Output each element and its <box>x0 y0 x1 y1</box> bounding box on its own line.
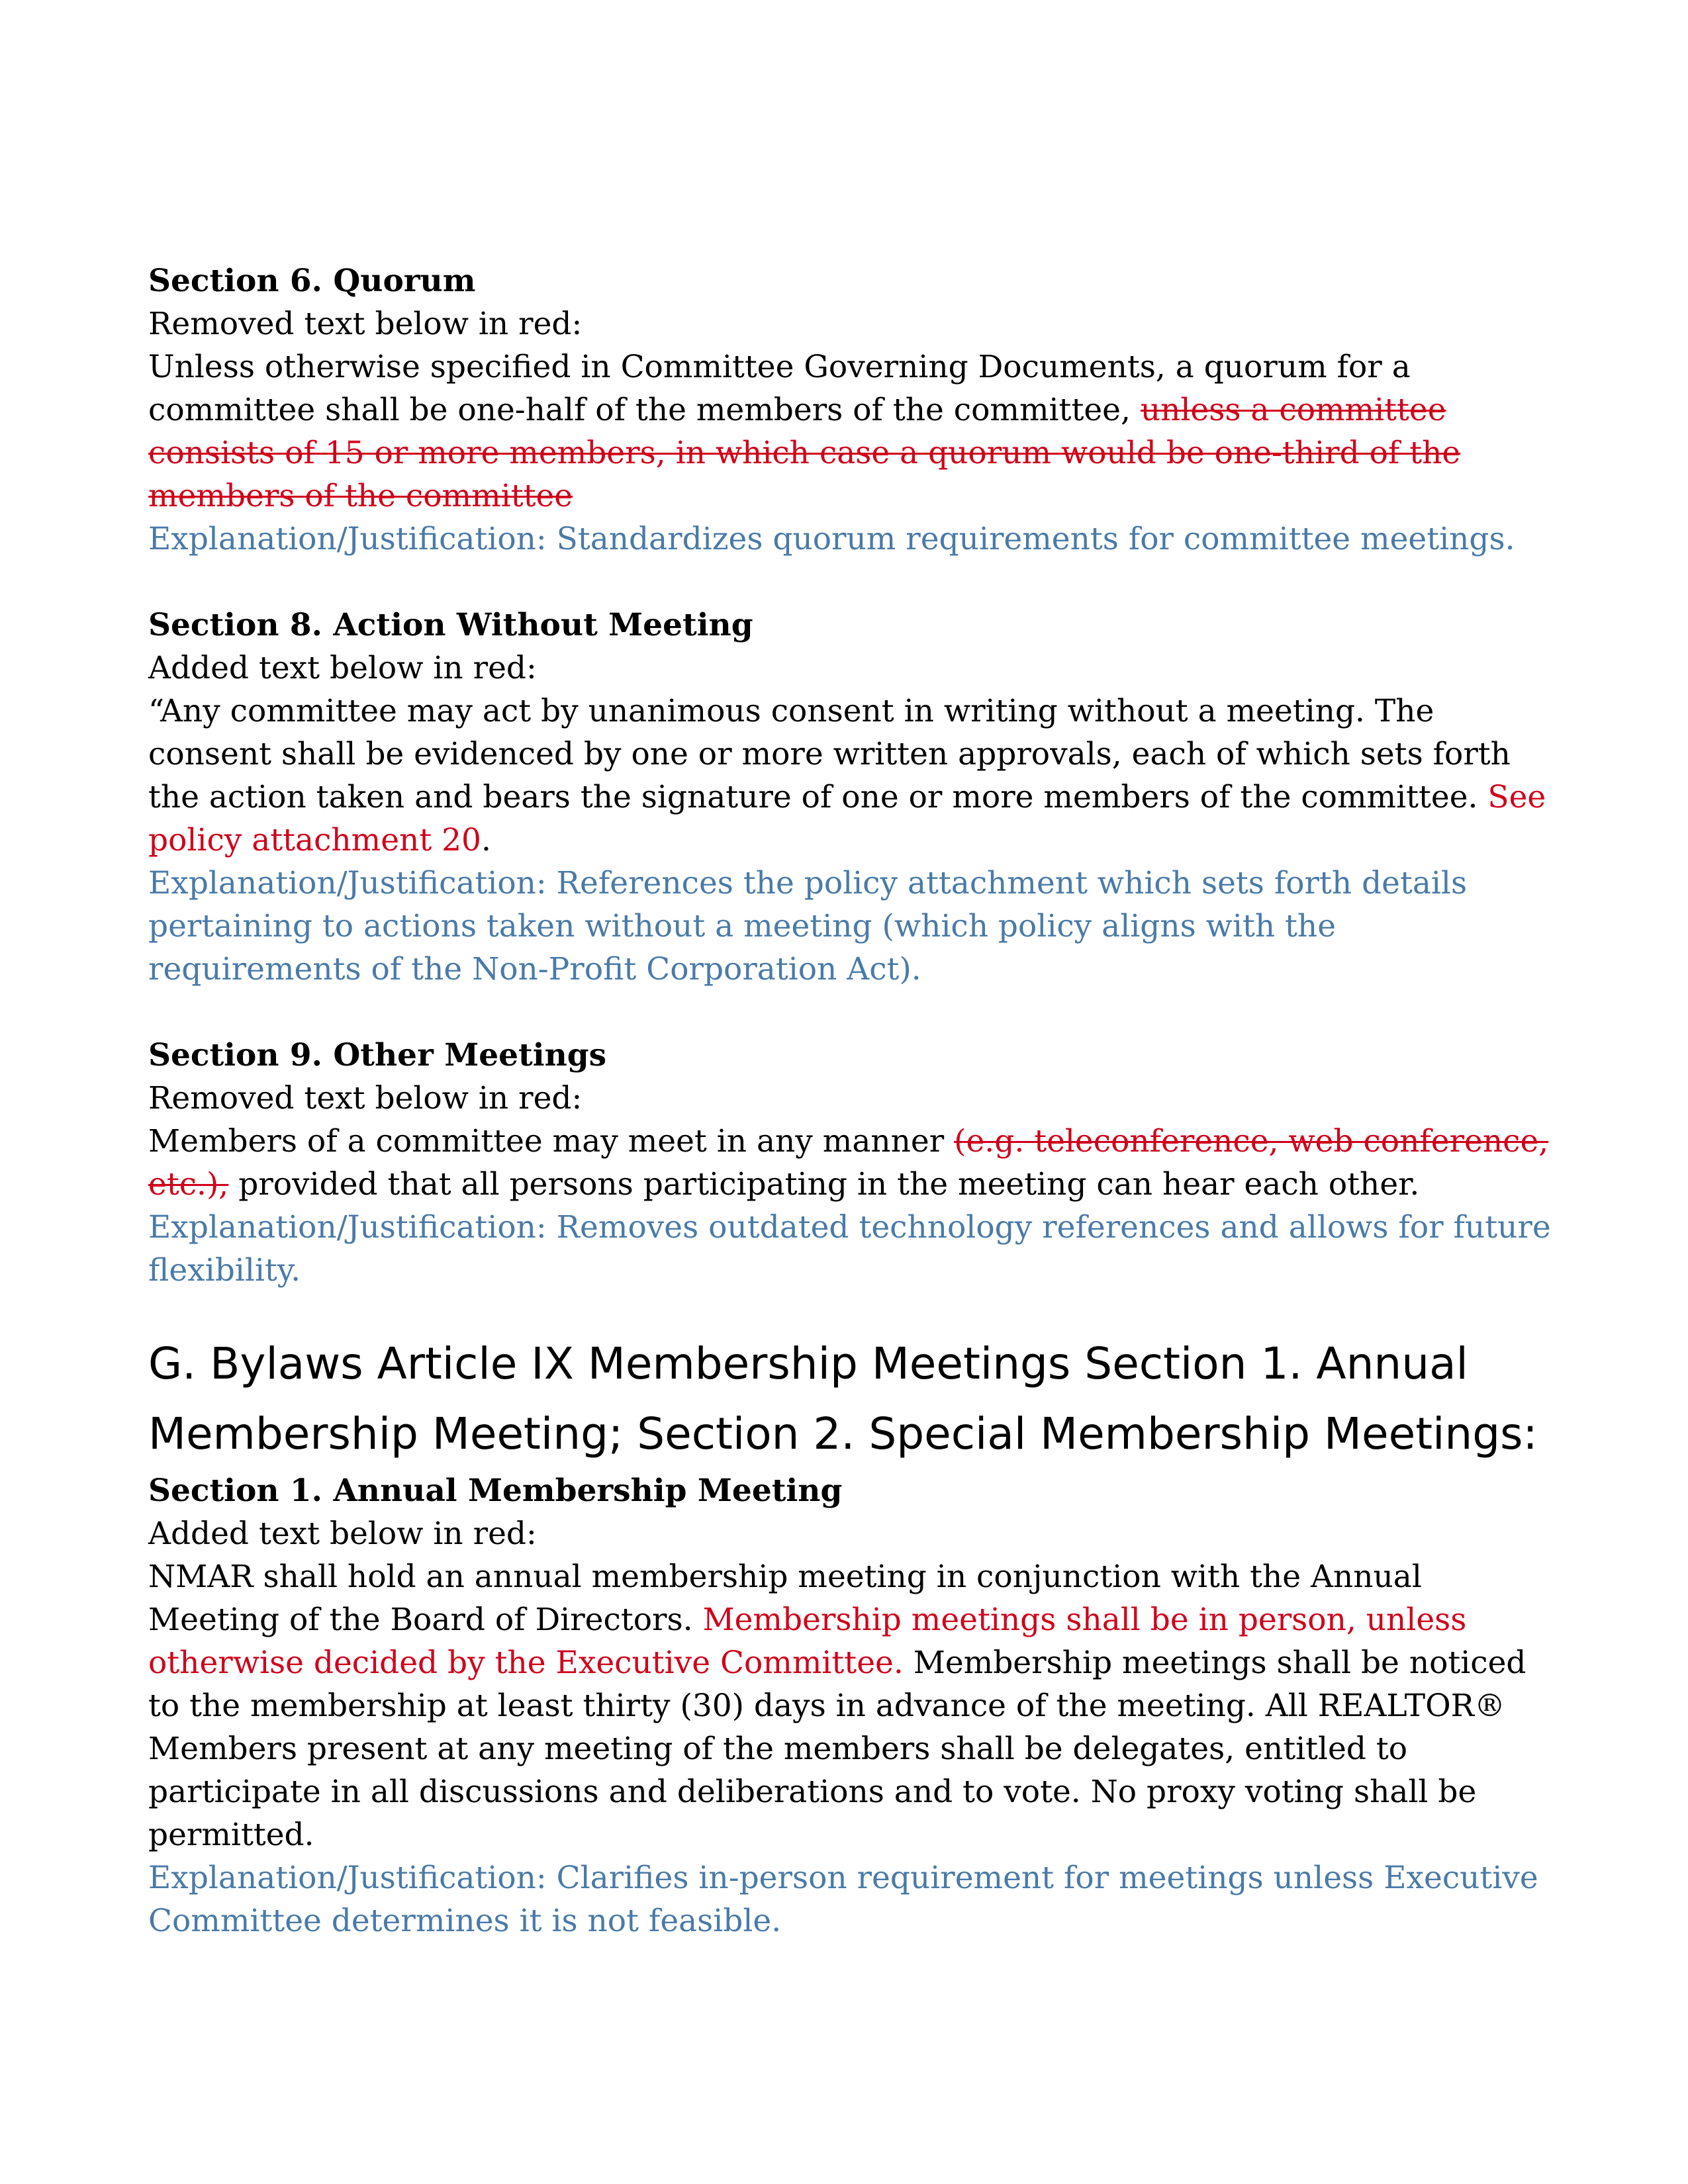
section-9-note: Removed text below in red: <box>148 1080 583 1116</box>
section-8-block <box>148 604 1552 991</box>
section-8-body <box>148 690 1552 862</box>
section-8-note: Added text below in red: <box>148 650 537 686</box>
section-9-block <box>148 1034 1552 1292</box>
section-6-block <box>148 259 1552 561</box>
section-1-heading: Section 1. Annual Membership Meeting <box>148 1473 843 1509</box>
document-page <box>148 259 1552 1942</box>
section-1-block <box>148 1469 1552 1942</box>
section-9-text: Members of a committee may meet in any manner <box>148 1123 955 1160</box>
section-9-body <box>148 1120 1552 1206</box>
section-8-explanation: Explanation/Justification: References the policy attachment which sets forth details pertaining to actions taken without a meeting (which policy aligns with the requirements of the Non-Profit Corporation Act). <box>148 865 1468 987</box>
spacer <box>148 991 1552 1034</box>
spacer <box>148 1292 1552 1329</box>
section-8-heading: Section 8. Action Without Meeting <box>148 607 753 643</box>
section-8-added-text: See policy attachment 20 <box>148 779 1546 858</box>
section-1-text: NMAR shall hold an annual membership meeting in conjunction with the Annual Meeting of the Board of Directors. <box>148 1559 1422 1638</box>
section-1-body <box>148 1555 1552 1856</box>
section-6-text: Unless otherwise specified in Committee Governing Documents, a quorum for a committee shall be one-half of the members of the committee, <box>148 349 1411 428</box>
section-1-explanation: Explanation/Justification: Clarifies in-person requirement for meetings unless Executive Committee determines it is not feasible. <box>148 1860 1538 1939</box>
section-6-heading: Section 6. Quorum <box>148 263 476 299</box>
section-6-removed-text: unless a committee consists of 15 or more members, in which case a quorum would be one-third of the members of the committee <box>148 392 1461 514</box>
section-1-text-end: Membership meetings shall be noticed to the membership at least thirty (30) days in advance of the meeting. All REALTOR® Members present at any meeting of the members shall be delegates, entitled to participate in all discussions and deliberations and to vote. No proxy voting shall be permitted. <box>148 1645 1526 1853</box>
section-6-explanation: Explanation/Justification: Standardizes quorum requirements for committee meetings. <box>148 521 1515 557</box>
section-9-heading: Section 9. Other Meetings <box>148 1037 607 1073</box>
section-1-added-text: Membership meetings shall be in person, unless otherwise decided by the Executive Committee. <box>148 1602 1467 1681</box>
section-9-explanation: Explanation/Justification: Removes outdated technology references and allows for future flexibility. <box>148 1209 1551 1289</box>
section-9-removed-text: (e.g. teleconference, web conference, etc.), <box>148 1123 1549 1203</box>
section-1-note: Added text below in red: <box>148 1516 537 1552</box>
spacer <box>148 561 1552 604</box>
section-6-body <box>148 345 1552 518</box>
section-8-text: “Any committee may act by unanimous consent in writing without a meeting. The consent shall be evidenced by one or more written approvals, each of which sets forth the action taken and bears the signature of one or more members of the committee. <box>148 693 1511 815</box>
section-8-text-end: . <box>481 822 491 858</box>
section-6-note: Removed text below in red: <box>148 306 583 342</box>
section-9-text-end: provided that all persons participating in the meeting can hear each other. <box>228 1166 1420 1203</box>
article-heading: G. Bylaws Article IX Membership Meetings Section 1. Annual Membership Meeting; Section 2. Special Membership Meetings: <box>148 1338 1538 1459</box>
